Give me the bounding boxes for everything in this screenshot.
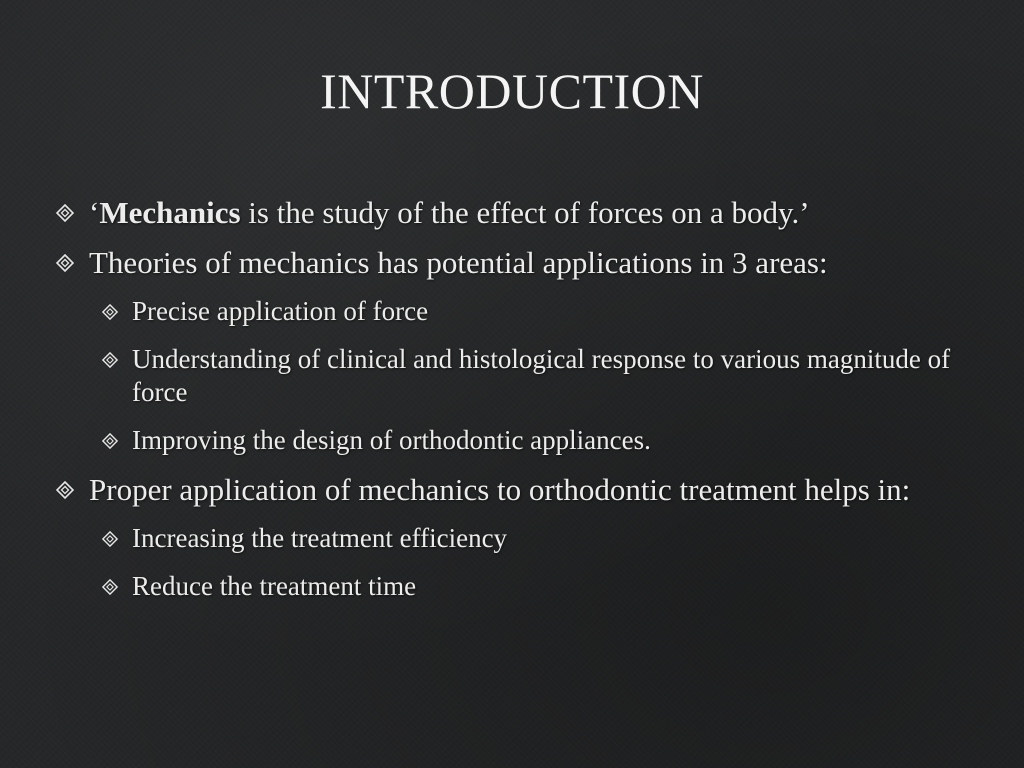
diamond-bullet-icon (102, 433, 118, 449)
diamond-bullet-icon (102, 304, 118, 320)
quote-mark: ‘ (89, 195, 100, 230)
bullet-text: Proper application of mechanics to orthodontic treatment helps in: (89, 472, 911, 507)
bullet-item (56, 472, 976, 507)
diamond-bullet-icon (56, 204, 74, 222)
bullet-item (56, 245, 976, 280)
diamond-bullet-icon (102, 531, 118, 547)
slide-title: INTRODUCTION (320, 63, 704, 119)
sub-bullet-text: Improving the design of orthodontic appliances. (132, 425, 651, 455)
sub-bullet-text: Precise application of force (132, 296, 429, 326)
diamond-bullet-icon (56, 481, 74, 499)
bullet-list (56, 195, 976, 618)
sub-bullet-item (56, 570, 976, 603)
sub-bullet-text: Reduce the treatment time (132, 571, 417, 601)
bullet-item (56, 195, 976, 230)
sub-bullet-item (56, 343, 976, 409)
bullet-text: is the study of the effect of forces on a body.’ (240, 195, 810, 230)
sub-bullet-item (56, 295, 976, 328)
diamond-bullet-icon (102, 579, 118, 595)
sub-bullet-text: Understanding of clinical and histological response to various magnitude of force (132, 344, 951, 407)
bullet-text: Theories of mechanics has potential applications in 3 areas: (89, 245, 828, 280)
bold-term: Mechanics (99, 195, 241, 230)
sub-bullet-item (56, 522, 976, 555)
diamond-bullet-icon (56, 254, 74, 272)
sub-bullet-item (56, 424, 976, 457)
sub-bullet-text: Increasing the treatment efficiency (132, 523, 508, 553)
diamond-bullet-icon (102, 352, 118, 368)
